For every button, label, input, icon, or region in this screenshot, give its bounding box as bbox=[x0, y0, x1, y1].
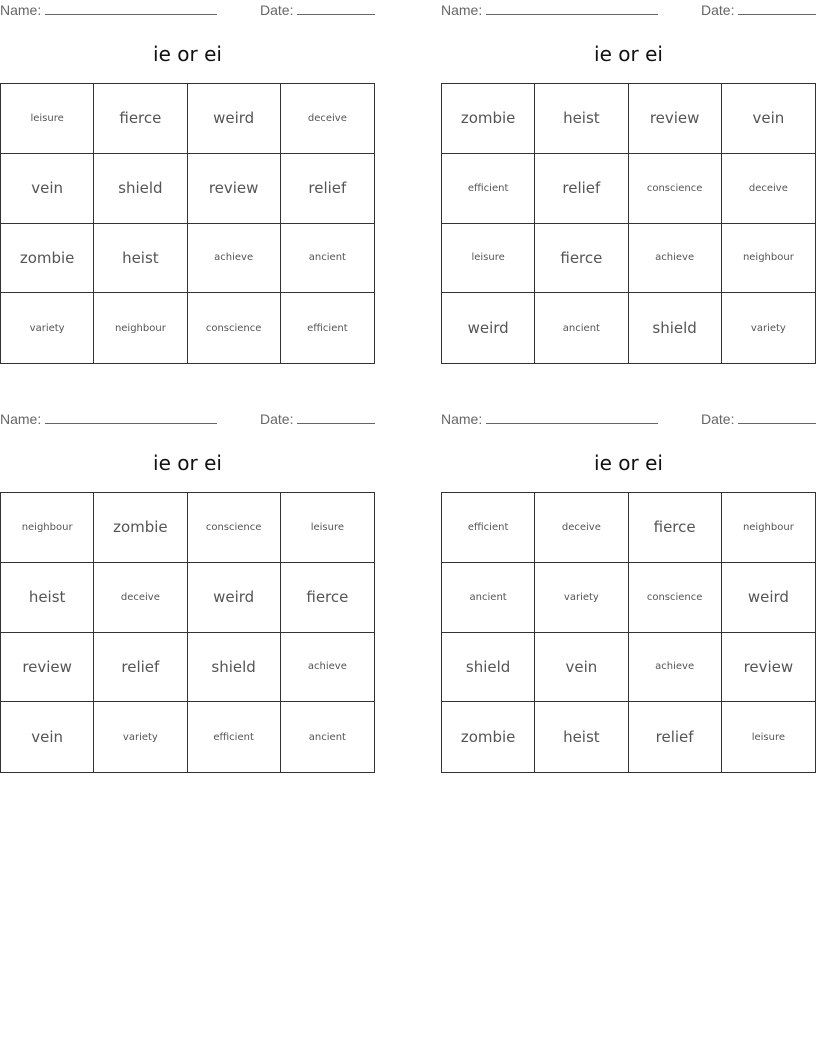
name-label: Name: bbox=[0, 2, 42, 18]
bingo-cell: fierce bbox=[535, 224, 628, 294]
bingo-cell: relief bbox=[535, 154, 628, 224]
bingo-cell: neighbour bbox=[1, 493, 94, 563]
date-label: Date: bbox=[701, 2, 735, 18]
date-field bbox=[260, 411, 375, 427]
bingo-cell: achieve bbox=[629, 633, 722, 703]
bingo-cell: shield bbox=[629, 293, 722, 363]
bingo-cell: conscience bbox=[629, 154, 722, 224]
name-blank-line bbox=[486, 3, 658, 15]
bingo-cell: review bbox=[629, 84, 722, 154]
bingo-cell: shield bbox=[188, 633, 281, 703]
bingo-cell: achieve bbox=[188, 224, 281, 294]
bingo-card bbox=[441, 0, 816, 380]
name-field bbox=[0, 411, 217, 427]
name-blank-line bbox=[45, 3, 217, 15]
bingo-cell: variety bbox=[750, 322, 786, 334]
date-field bbox=[701, 411, 816, 427]
bingo-cell: ancient bbox=[442, 563, 535, 633]
date-blank-line bbox=[738, 3, 816, 15]
date-blank-line bbox=[297, 3, 375, 15]
bingo-cell: relief bbox=[629, 702, 722, 772]
bingo-card bbox=[441, 409, 816, 789]
card-title: ie or ei bbox=[153, 42, 222, 66]
bingo-cell: conscience bbox=[629, 563, 722, 633]
bingo-cell: zombie bbox=[1, 224, 94, 294]
bingo-cell: conscience bbox=[188, 493, 281, 563]
name-label: Name: bbox=[0, 411, 42, 427]
bingo-cell: ancient bbox=[308, 731, 346, 743]
bingo-cell: variety bbox=[1, 293, 94, 363]
bingo-cell: relief bbox=[94, 633, 187, 703]
bingo-cell: vein bbox=[1, 154, 94, 224]
name-field bbox=[441, 411, 658, 427]
card-title: ie or ei bbox=[594, 451, 663, 475]
date-blank-line bbox=[297, 412, 375, 424]
bingo-cell: leisure bbox=[751, 731, 786, 743]
date-label: Date: bbox=[260, 411, 294, 427]
bingo-cell: zombie bbox=[442, 702, 535, 772]
bingo-cell: efficient bbox=[188, 702, 281, 772]
bingo-cell: efficient bbox=[307, 322, 348, 334]
bingo-cell: leisure bbox=[281, 493, 374, 563]
bingo-cell: vein bbox=[535, 633, 628, 703]
bingo-cell: shield bbox=[94, 154, 187, 224]
bingo-cell: vein bbox=[722, 84, 815, 154]
bingo-cell: ancient bbox=[281, 224, 374, 294]
bingo-cell: review bbox=[188, 154, 281, 224]
bingo-cell: variety bbox=[535, 563, 628, 633]
name-blank-line bbox=[45, 412, 217, 424]
card-title: ie or ei bbox=[153, 451, 222, 475]
bingo-cell: achieve bbox=[281, 633, 374, 703]
bingo-cell: variety bbox=[94, 702, 187, 772]
bingo-cell: zombie bbox=[94, 493, 187, 563]
date-blank-line bbox=[738, 412, 816, 424]
date-label: Date: bbox=[260, 2, 294, 18]
bingo-cell: leisure bbox=[1, 84, 94, 154]
name-field bbox=[441, 2, 658, 18]
name-label: Name: bbox=[441, 2, 483, 18]
bingo-cell: heist bbox=[535, 702, 628, 772]
bingo-cell: weird bbox=[188, 563, 281, 633]
bingo-cell: heist bbox=[94, 224, 187, 294]
bingo-cell: ancient bbox=[535, 293, 628, 363]
bingo-cell: deceive bbox=[281, 84, 374, 154]
bingo-cell: fierce bbox=[629, 493, 722, 563]
bingo-grid bbox=[0, 492, 375, 773]
bingo-cell: deceive bbox=[535, 493, 628, 563]
bingo-cell: neighbour bbox=[722, 493, 815, 563]
name-blank-line bbox=[486, 412, 658, 424]
bingo-card bbox=[0, 0, 375, 380]
bingo-cell: efficient bbox=[442, 493, 535, 563]
bingo-grid bbox=[441, 83, 816, 364]
bingo-cell: relief bbox=[281, 154, 374, 224]
bingo-cell: fierce bbox=[281, 563, 374, 633]
bingo-cell: conscience bbox=[188, 293, 281, 363]
name-label: Name: bbox=[441, 411, 483, 427]
card-title: ie or ei bbox=[594, 42, 663, 66]
date-field bbox=[260, 2, 375, 18]
bingo-cell: review bbox=[722, 633, 815, 703]
bingo-cell: leisure bbox=[442, 224, 535, 294]
bingo-cell: deceive bbox=[722, 154, 815, 224]
bingo-cell: shield bbox=[442, 633, 535, 703]
bingo-cell: neighbour bbox=[722, 224, 815, 294]
name-field bbox=[0, 2, 217, 18]
date-label: Date: bbox=[701, 411, 735, 427]
date-field bbox=[701, 2, 816, 18]
bingo-cell: review bbox=[1, 633, 94, 703]
bingo-cell: weird bbox=[442, 293, 535, 363]
bingo-cell: neighbour bbox=[94, 293, 187, 363]
bingo-cell: weird bbox=[722, 563, 815, 633]
bingo-cell: deceive bbox=[94, 563, 187, 633]
bingo-cell: zombie bbox=[442, 84, 535, 154]
bingo-grid bbox=[441, 492, 816, 773]
bingo-cell: weird bbox=[188, 84, 281, 154]
bingo-card bbox=[0, 409, 375, 789]
bingo-cell: efficient bbox=[442, 154, 535, 224]
bingo-cell: vein bbox=[1, 702, 94, 772]
bingo-cell: heist bbox=[535, 84, 628, 154]
bingo-cell: achieve bbox=[629, 224, 722, 294]
bingo-grid bbox=[0, 83, 375, 364]
bingo-cell: heist bbox=[1, 563, 94, 633]
bingo-cell: fierce bbox=[94, 84, 187, 154]
